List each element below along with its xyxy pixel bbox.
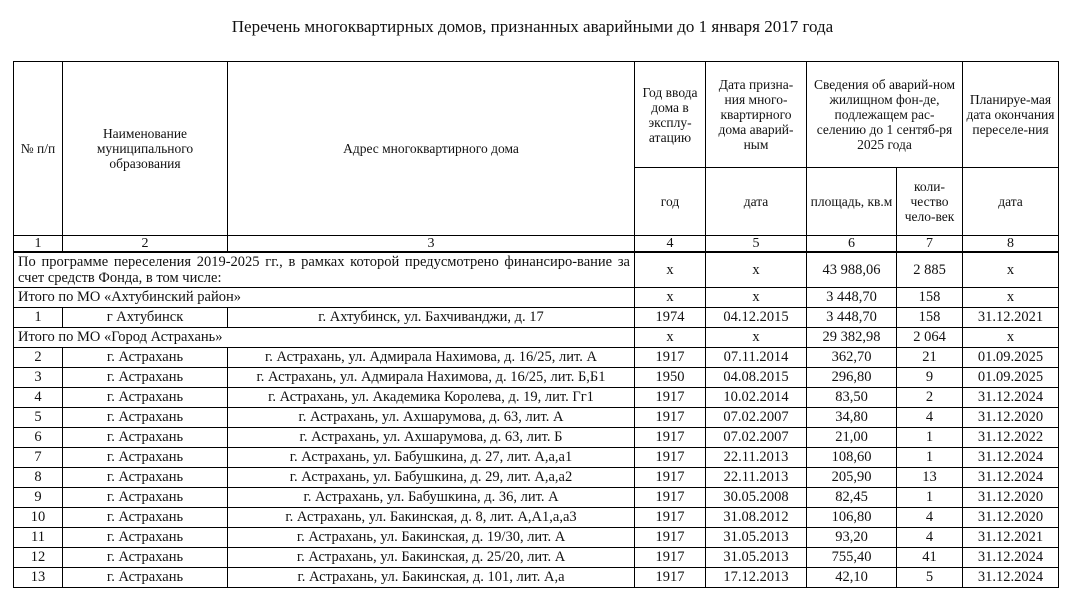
cell-address: г. Ахтубинск, ул. Бахчиванджи, д. 17 — [228, 308, 635, 328]
header-index: 2 — [63, 236, 228, 253]
cell-plan-date: 31.12.2020 — [963, 488, 1059, 508]
cell-plan-date: 31.12.2024 — [963, 388, 1059, 408]
cell-address: г. Астрахань, ул. Бакинская, д. 101, лит. А,а — [228, 568, 635, 588]
section-total-year: х — [635, 288, 706, 308]
header-info-group: Сведения об аварий-ном жилищном фон-де, подлежащем рас-селению до 1 сентяб-ря 2025 года — [807, 62, 963, 168]
cell-plan-date: 31.12.2020 — [963, 508, 1059, 528]
cell-date: 31.08.2012 — [706, 508, 807, 528]
cell-municipality: г. Астрахань — [63, 468, 228, 488]
table-row — [14, 548, 1059, 568]
cell-num: 3 — [14, 368, 63, 388]
section-total-row — [14, 328, 1059, 348]
section-total-year: х — [635, 328, 706, 348]
cell-municipality: г. Астрахань — [63, 448, 228, 468]
cell-people: 5 — [897, 568, 963, 588]
cell-municipality: г. Астрахань — [63, 548, 228, 568]
cell-address: г. Астрахань, ул. Бабушкина, д. 36, лит. А — [228, 488, 635, 508]
cell-year: 1917 — [635, 468, 706, 488]
cell-num: 8 — [14, 468, 63, 488]
cell-year: 1917 — [635, 448, 706, 468]
header-area: площадь, кв.м — [807, 168, 897, 236]
cell-date: 17.12.2013 — [706, 568, 807, 588]
header-date: дата — [706, 168, 807, 236]
cell-people: 1 — [897, 488, 963, 508]
cell-year: 1917 — [635, 568, 706, 588]
document-title: Перечень многоквартирных домов, признанных аварийными до 1 января 2017 года — [231, 17, 834, 36]
cell-num: 1 — [14, 308, 63, 328]
cell-num: 9 — [14, 488, 63, 508]
header-year: год — [635, 168, 706, 236]
table-header — [14, 62, 1059, 253]
cell-num: 2 — [14, 348, 63, 368]
cell-plan-date: 31.12.2024 — [963, 568, 1059, 588]
cell-year: 1950 — [635, 368, 706, 388]
cell-year: 1917 — [635, 488, 706, 508]
header-index: 8 — [963, 236, 1059, 253]
cell-date: 07.11.2014 — [706, 348, 807, 368]
cell-municipality: г. Астрахань — [63, 528, 228, 548]
section-total-people: 2 064 — [897, 328, 963, 348]
cell-address: г. Астрахань, ул. Бабушкина, д. 27, лит. А,а,а1 — [228, 448, 635, 468]
table-row — [14, 388, 1059, 408]
header-plan-date: дата — [963, 168, 1059, 236]
cell-address: г. Астрахань, ул. Адмирала Нахимова, д. 16/25, лит. Б,Б1 — [228, 368, 635, 388]
cell-area: 82,45 — [807, 488, 897, 508]
program-total-year: х — [635, 252, 706, 288]
cell-area: 108,60 — [807, 448, 897, 468]
cell-area: 362,70 — [807, 348, 897, 368]
cell-plan-date: 31.12.2021 — [963, 528, 1059, 548]
cell-num: 12 — [14, 548, 63, 568]
cell-address: г. Астрахань, ул. Адмирала Нахимова, д. 16/25, лит. А — [228, 348, 635, 368]
table-row — [14, 348, 1059, 368]
cell-year: 1917 — [635, 388, 706, 408]
header-plan-group: Планируе-мая дата окончания переселе-ния — [963, 62, 1059, 168]
cell-area: 205,90 — [807, 468, 897, 488]
cell-people: 4 — [897, 408, 963, 428]
header-index: 1 — [14, 236, 63, 253]
cell-address: г. Астрахань, ул. Ахшарумова, д. 63, лит. Б — [228, 428, 635, 448]
cell-date: 22.11.2013 — [706, 468, 807, 488]
table-row — [14, 508, 1059, 528]
cell-address: г. Астрахань, ул. Бакинская, д. 25/20, лит. А — [228, 548, 635, 568]
header-index: 5 — [706, 236, 807, 253]
cell-municipality: г. Астрахань — [63, 488, 228, 508]
cell-people: 21 — [897, 348, 963, 368]
table-row — [14, 568, 1059, 588]
program-total-row — [14, 252, 1059, 288]
cell-date: 31.05.2013 — [706, 528, 807, 548]
cell-num: 5 — [14, 408, 63, 428]
cell-address: г. Астрахань, ул. Ахшарумова, д. 63, лит. А — [228, 408, 635, 428]
cell-area: 755,40 — [807, 548, 897, 568]
cell-address: г. Астрахань, ул. Академика Королева, д. 19, лит. Гг1 — [228, 388, 635, 408]
cell-date: 07.02.2007 — [706, 428, 807, 448]
program-total-plan: х — [963, 252, 1059, 288]
header-year-group: Год ввода дома в эксплу-атацию — [635, 62, 706, 168]
cell-num: 11 — [14, 528, 63, 548]
cell-date: 04.12.2015 — [706, 308, 807, 328]
cell-year: 1917 — [635, 508, 706, 528]
cell-municipality: г. Астрахань — [63, 428, 228, 448]
cell-area: 83,50 — [807, 388, 897, 408]
cell-year: 1917 — [635, 428, 706, 448]
cell-date: 30.05.2008 — [706, 488, 807, 508]
cell-people: 4 — [897, 508, 963, 528]
table-row — [14, 528, 1059, 548]
cell-address: г. Астрахань, ул. Бабушкина, д. 29, лит. А,а,а2 — [228, 468, 635, 488]
cell-date: 10.02.2014 — [706, 388, 807, 408]
cell-plan-date: 31.12.2024 — [963, 468, 1059, 488]
cell-people: 13 — [897, 468, 963, 488]
header-index: 6 — [807, 236, 897, 253]
section-total-area: 29 382,98 — [807, 328, 897, 348]
cell-people: 1 — [897, 428, 963, 448]
cell-people: 4 — [897, 528, 963, 548]
cell-date: 07.02.2007 — [706, 408, 807, 428]
cell-municipality: г. Астрахань — [63, 408, 228, 428]
cell-year: 1917 — [635, 548, 706, 568]
section-total-row — [14, 288, 1059, 308]
table-row — [14, 428, 1059, 448]
cell-plan-date: 31.12.2022 — [963, 428, 1059, 448]
cell-people: 9 — [897, 368, 963, 388]
header-index: 3 — [228, 236, 635, 253]
cell-plan-date: 31.12.2021 — [963, 308, 1059, 328]
cell-date: 22.11.2013 — [706, 448, 807, 468]
cell-date: 31.05.2013 — [706, 548, 807, 568]
cell-plan-date: 01.09.2025 — [963, 348, 1059, 368]
header-municipality: Наименование муниципального образования — [63, 62, 228, 236]
program-total-label: По программе переселения 2019-2025 гг., в рамках которой предусмотрено финансиро-вание за счет средств Фонда, в том числе: — [14, 252, 635, 288]
header-index: 7 — [897, 236, 963, 253]
cell-municipality: г. Астрахань — [63, 508, 228, 528]
cell-plan-date: 31.12.2024 — [963, 448, 1059, 468]
cell-area: 106,80 — [807, 508, 897, 528]
section-total-label: Итого по МО «Город Астрахань» — [14, 328, 635, 348]
cell-plan-date: 01.09.2025 — [963, 368, 1059, 388]
cell-num: 13 — [14, 568, 63, 588]
cell-year: 1917 — [635, 528, 706, 548]
cell-area: 21,00 — [807, 428, 897, 448]
table-row — [14, 368, 1059, 388]
table-row — [14, 448, 1059, 468]
cell-municipality: г. Астрахань — [63, 348, 228, 368]
header-date-group: Дата призна-ния много-квартирного дома аварий-ным — [706, 62, 807, 168]
cell-people: 41 — [897, 548, 963, 568]
cell-year: 1917 — [635, 408, 706, 428]
cell-area: 34,80 — [807, 408, 897, 428]
cell-municipality: г. Астрахань — [63, 568, 228, 588]
section-total-date: х — [706, 328, 807, 348]
cell-area: 3 448,70 — [807, 308, 897, 328]
cell-people: 2 — [897, 388, 963, 408]
cell-area: 42,10 — [807, 568, 897, 588]
cell-area: 296,80 — [807, 368, 897, 388]
table-row — [14, 468, 1059, 488]
cell-municipality: г. Астрахань — [63, 388, 228, 408]
cell-num: 10 — [14, 508, 63, 528]
cell-date: 04.08.2015 — [706, 368, 807, 388]
header-num: № п/п — [14, 62, 63, 236]
cell-plan-date: 31.12.2020 — [963, 408, 1059, 428]
cell-year: 1917 — [635, 348, 706, 368]
cell-num: 4 — [14, 388, 63, 408]
cell-people: 158 — [897, 308, 963, 328]
cell-people: 1 — [897, 448, 963, 468]
table-row — [14, 308, 1059, 328]
cell-area: 93,20 — [807, 528, 897, 548]
table-row — [14, 408, 1059, 428]
header-address: Адрес многоквартирного дома — [228, 62, 635, 236]
section-total-plan: х — [963, 288, 1059, 308]
cell-municipality: г. Астрахань — [63, 368, 228, 388]
section-total-area: 3 448,70 — [807, 288, 897, 308]
program-total-area: 43 988,06 — [807, 252, 897, 288]
table-body — [14, 252, 1059, 588]
header-index: 4 — [635, 236, 706, 253]
cell-address: г. Астрахань, ул. Бакинская, д. 19/30, лит. А — [228, 528, 635, 548]
cell-address: г. Астрахань, ул. Бакинская, д. 8, лит. А,А1,а,а3 — [228, 508, 635, 528]
cell-year: 1974 — [635, 308, 706, 328]
cell-plan-date: 31.12.2024 — [963, 548, 1059, 568]
cell-num: 7 — [14, 448, 63, 468]
section-total-people: 158 — [897, 288, 963, 308]
section-total-plan: х — [963, 328, 1059, 348]
section-total-label: Итого по МО «Ахтубинский район» — [14, 288, 635, 308]
program-total-date: х — [706, 252, 807, 288]
header-people: коли-чество чело-век — [897, 168, 963, 236]
table-row — [14, 488, 1059, 508]
emergency-housing-table — [13, 61, 1059, 588]
cell-municipality: г Ахтубинск — [63, 308, 228, 328]
section-total-date: х — [706, 288, 807, 308]
program-total-people: 2 885 — [897, 252, 963, 288]
cell-num: 6 — [14, 428, 63, 448]
